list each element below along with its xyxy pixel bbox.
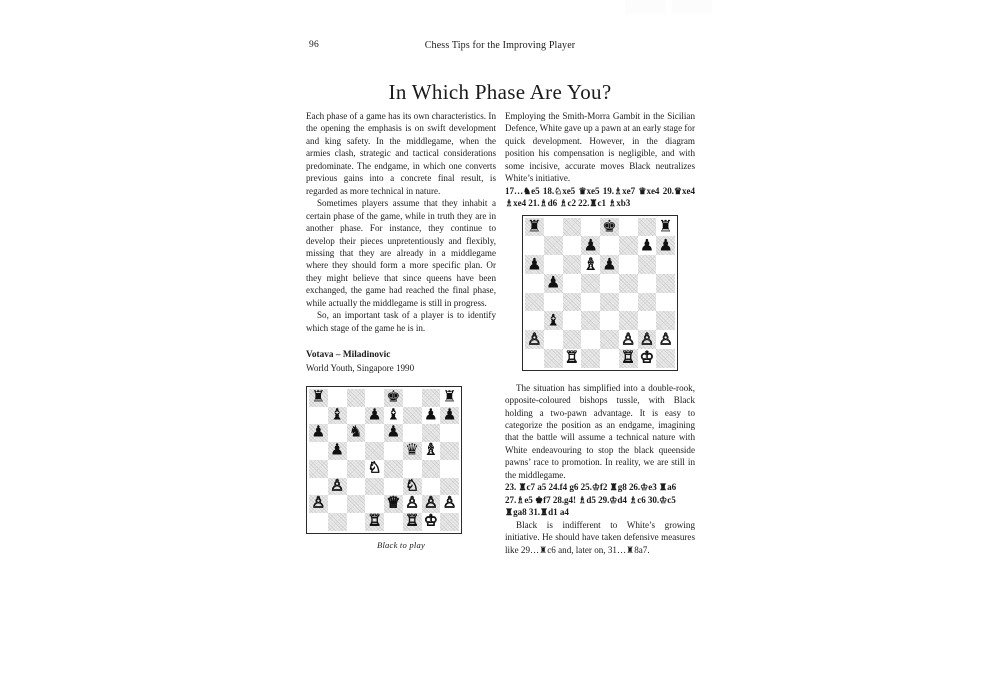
page-title: In Which Phase Are You?: [388, 80, 612, 105]
square-h6: [656, 255, 675, 274]
white-pawn-g2: ♙: [639, 329, 655, 349]
square-b1: [328, 513, 347, 531]
square-e7: [384, 407, 403, 425]
square-e4: [600, 293, 619, 312]
square-d5: [365, 442, 384, 460]
square-b7: [328, 407, 347, 425]
move-list: 23. ♜c7 a5 24.f4 g6 25.♔f2 ♜g8 26.♔e3 ♜a6 27.♗e5 ♚f7 28.g4! ♗d5 29.♔d4 ♗c6 30.♔c5 ♜ga8 31.♜d1 a4: [505, 482, 677, 518]
square-d5: [581, 274, 600, 293]
square-g3: [638, 311, 657, 330]
square-c4: [563, 293, 582, 312]
paragraph: Employing the Smith-Morra Gambit in the Sicilian Defence, White gave up a pawn at an early stage for quick development. However, in the diagram position his compensation is negligible, and with some incisive, accurate moves Black neutralizes White’s initiative.: [505, 111, 695, 184]
square-b6: [328, 424, 347, 442]
diagram-caption: Black to play: [377, 539, 425, 550]
black-pawn-e6: ♟: [386, 422, 401, 441]
black-rook-h8: ♜: [442, 387, 457, 406]
square-h1: [656, 349, 675, 368]
chessboard: [306, 386, 462, 534]
square-e5: [600, 274, 619, 293]
square-a7: [309, 407, 328, 425]
white-pawn-h2: ♙: [658, 329, 673, 349]
square-d8: [581, 218, 600, 237]
square-c7: [347, 407, 366, 425]
square-g3: [422, 478, 441, 496]
square-b6: [544, 255, 563, 274]
square-a5: [525, 274, 544, 293]
square-f5: [619, 274, 638, 293]
white-king-g1: ♔: [423, 511, 438, 530]
white-rook-f1: ♖: [620, 347, 636, 367]
square-b3: [544, 311, 563, 330]
white-pawn-f2: ♙: [620, 329, 636, 349]
square-d3: [365, 478, 384, 496]
square-e8: [600, 218, 619, 237]
square-e1: [384, 513, 403, 531]
square-g2: [638, 330, 657, 349]
square-a2: [525, 330, 544, 349]
running-head: [300, 40, 700, 54]
black-bishop-b3: ♝: [545, 310, 561, 330]
black-pawn-d7: ♟: [583, 235, 598, 255]
paragraph: Black is indifferent to White’s growing initiative. He should have taken defensive measures like 29…♜c6 and, later on, 31…♜8a7.: [505, 519, 695, 555]
black-pawn-a6: ♟: [311, 422, 326, 441]
square-g6: [638, 255, 657, 274]
square-h2: [656, 330, 675, 349]
square-f2: [619, 330, 638, 349]
white-pawn-g2: ♙: [423, 493, 438, 512]
square-f8: [619, 218, 638, 237]
black-king-e8: ♚: [386, 387, 401, 406]
black-rook-h8: ♜: [658, 216, 673, 236]
black-pawn-g7: ♟: [423, 405, 438, 424]
square-e5: [384, 442, 403, 460]
square-g8: [638, 218, 657, 237]
right-column: [505, 110, 695, 556]
square-c5: [347, 442, 366, 460]
square-c3: [563, 311, 582, 330]
white-pawn-f2: ♙: [405, 493, 420, 512]
square-a6: [525, 255, 544, 274]
square-a1: [309, 513, 328, 531]
square-c2: [563, 330, 582, 349]
square-c8: [563, 218, 582, 237]
square-d6: [365, 424, 384, 442]
paragraph: Sometimes players assume that they inhabit a certain phase of the game, while in truth they are in another phase. For instance, they continue to develop their pieces unpretentiously and flexibly, missing that they are already in a middlegame where they should form a more specific plan. Or they might believe that since queens have been exchanged, the game had reached the final phase, while actually the middlegame is still in progress.: [306, 198, 496, 308]
square-c1: [563, 349, 582, 368]
square-c4: [347, 460, 366, 478]
square-g4: [638, 293, 657, 312]
square-d7: [581, 236, 600, 255]
square-g4: [422, 460, 441, 478]
square-c6: [347, 424, 366, 442]
square-b8: [328, 389, 347, 407]
square-a1: [525, 349, 544, 368]
black-pawn-b5: ♟: [330, 440, 345, 459]
square-a6: [309, 424, 328, 442]
square-e6: [384, 424, 403, 442]
black-pawn-b5: ♟: [545, 272, 561, 292]
square-g5: [638, 274, 657, 293]
square-d4: [365, 460, 384, 478]
square-d1: [581, 349, 600, 368]
chessboard: [522, 215, 678, 371]
square-f8: [403, 389, 422, 407]
square-e3: [600, 311, 619, 330]
square-f3: [403, 478, 422, 496]
book-page: [300, 0, 700, 675]
square-g1: [638, 349, 657, 368]
square-f5: [403, 442, 422, 460]
square-g6: [422, 424, 441, 442]
left-column: [306, 110, 496, 550]
square-g7: [638, 236, 657, 255]
square-h2: [440, 495, 459, 513]
square-e1: [600, 349, 619, 368]
black-bishop-e7: ♝: [386, 405, 401, 424]
black-pawn-e6: ♟: [602, 254, 617, 274]
square-e6: [600, 255, 619, 274]
white-pawn-b3: ♙: [330, 476, 345, 495]
black-pawn-h7: ♟: [658, 235, 673, 255]
chess-diagram-bottom-left: [306, 386, 496, 550]
black-bishop-b7: ♝: [330, 405, 345, 424]
paragraph: The situation has simplified into a double-rook, opposite-coloured bishops tussle, with Black holding a two-pawn advantage. It is easy to categorize the position as an endgame, imagining that the battle will assume a technical nature with White endeavouring to stop the black queenside pawns’ race to promotion. In reality, we are still in the middlegame.: [505, 382, 695, 480]
square-c2: [347, 495, 366, 513]
square-e8: [384, 389, 403, 407]
square-h8: [656, 218, 675, 237]
white-knight-d4: ♘: [367, 458, 382, 477]
black-rook-a8: ♜: [311, 387, 326, 406]
square-b4: [544, 293, 563, 312]
square-b8: [544, 218, 563, 237]
square-c3: [347, 478, 366, 496]
square-g7: [422, 407, 441, 425]
white-queen-e2: ♕: [386, 493, 401, 512]
square-e7: [600, 236, 619, 255]
square-h1: [440, 513, 459, 531]
square-c6: [563, 255, 582, 274]
square-h5: [440, 442, 459, 460]
white-bishop-g5: ♗: [423, 440, 438, 459]
square-h4: [440, 460, 459, 478]
square-c7: [563, 236, 582, 255]
paragraph: Each phase of a game has its own characteristics. In the opening the emphasis is on swift development and king safety. In the middlegame, when the armies clash, strategic and tactical considerations predominate. The endgame, in which one converts previous gains into a concrete final result, is regarded as more technical in nature.: [306, 111, 496, 196]
book-title: Chess Tips for the Improving Player: [424, 40, 576, 51]
square-f6: [619, 255, 638, 274]
square-a5: [309, 442, 328, 460]
white-knight-f3: ♘: [405, 476, 420, 495]
square-g5: [422, 442, 441, 460]
square-a3: [309, 478, 328, 496]
square-d6: [581, 255, 600, 274]
black-queen-f5: ♛: [405, 440, 420, 459]
square-h3: [440, 478, 459, 496]
square-e2: [600, 330, 619, 349]
white-pawn-a2: ♙: [527, 329, 542, 349]
black-pawn-g7: ♟: [639, 235, 655, 255]
square-a4: [309, 460, 328, 478]
square-h3: [656, 311, 675, 330]
black-pawn-h7: ♟: [442, 405, 457, 424]
black-rook-a8: ♜: [527, 216, 542, 236]
white-rook-c1: ♖: [564, 347, 580, 367]
square-f1: [403, 513, 422, 531]
square-f1: [619, 349, 638, 368]
square-d1: [365, 513, 384, 531]
square-g8: [422, 389, 441, 407]
square-e4: [384, 460, 403, 478]
square-h4: [656, 293, 675, 312]
square-f2: [403, 495, 422, 513]
square-e3: [384, 478, 403, 496]
square-f3: [619, 311, 638, 330]
square-d2: [365, 495, 384, 513]
square-e2: [384, 495, 403, 513]
paragraph: So, an important task of a player is to identify which stage of the game he is in.: [306, 310, 496, 333]
square-b7: [544, 236, 563, 255]
square-c5: [563, 274, 582, 293]
page-number: 96: [309, 40, 319, 50]
square-d4: [581, 293, 600, 312]
square-d2: [581, 330, 600, 349]
game-players: Votava – Miladinovic: [306, 350, 391, 361]
square-a8: [309, 389, 328, 407]
white-bishop-d6: ♗: [583, 254, 598, 274]
square-b2: [328, 495, 347, 513]
square-a7: [525, 236, 544, 255]
chessboard-squares: [525, 218, 675, 368]
move-list: 17…♞e5 18.♘xe5 ♛xe5 19.♗xe7 ♛xe4 20.♛xe4 ♗xe4 21.♗d6 ♗c2 22.♜c1 ♗xb3: [505, 185, 695, 209]
square-b5: [544, 274, 563, 293]
square-g2: [422, 495, 441, 513]
square-a8: [525, 218, 544, 237]
square-h6: [440, 424, 459, 442]
square-f4: [619, 293, 638, 312]
white-pawn-a2: ♙: [311, 493, 326, 512]
square-h5: [656, 274, 675, 293]
square-f6: [403, 424, 422, 442]
white-rook-f1: ♖: [405, 511, 420, 530]
square-f4: [403, 460, 422, 478]
white-king-g1: ♔: [639, 347, 655, 367]
square-c8: [347, 389, 366, 407]
square-b5: [328, 442, 347, 460]
square-f7: [619, 236, 638, 255]
square-a2: [309, 495, 328, 513]
white-rook-d1: ♖: [367, 511, 382, 530]
square-b3: [328, 478, 347, 496]
black-pawn-a6: ♟: [527, 254, 542, 274]
square-d8: [365, 389, 384, 407]
game-event: World Youth, Singapore 1990: [306, 362, 415, 373]
square-g1: [422, 513, 441, 531]
square-d7: [365, 407, 384, 425]
square-c1: [347, 513, 366, 531]
square-a4: [525, 293, 544, 312]
square-f7: [403, 407, 422, 425]
chessboard-squares: [309, 389, 459, 531]
square-b2: [544, 330, 563, 349]
square-h7: [656, 236, 675, 255]
square-b4: [328, 460, 347, 478]
square-b1: [544, 349, 563, 368]
black-knight-c6: ♞: [348, 422, 363, 441]
black-pawn-d7: ♟: [367, 405, 382, 424]
square-d3: [581, 311, 600, 330]
square-h8: [440, 389, 459, 407]
white-pawn-h2: ♙: [442, 493, 457, 512]
chess-diagram-top-right: [505, 215, 695, 371]
square-h7: [440, 407, 459, 425]
black-king-e8: ♚: [602, 216, 617, 236]
square-a3: [525, 311, 544, 330]
